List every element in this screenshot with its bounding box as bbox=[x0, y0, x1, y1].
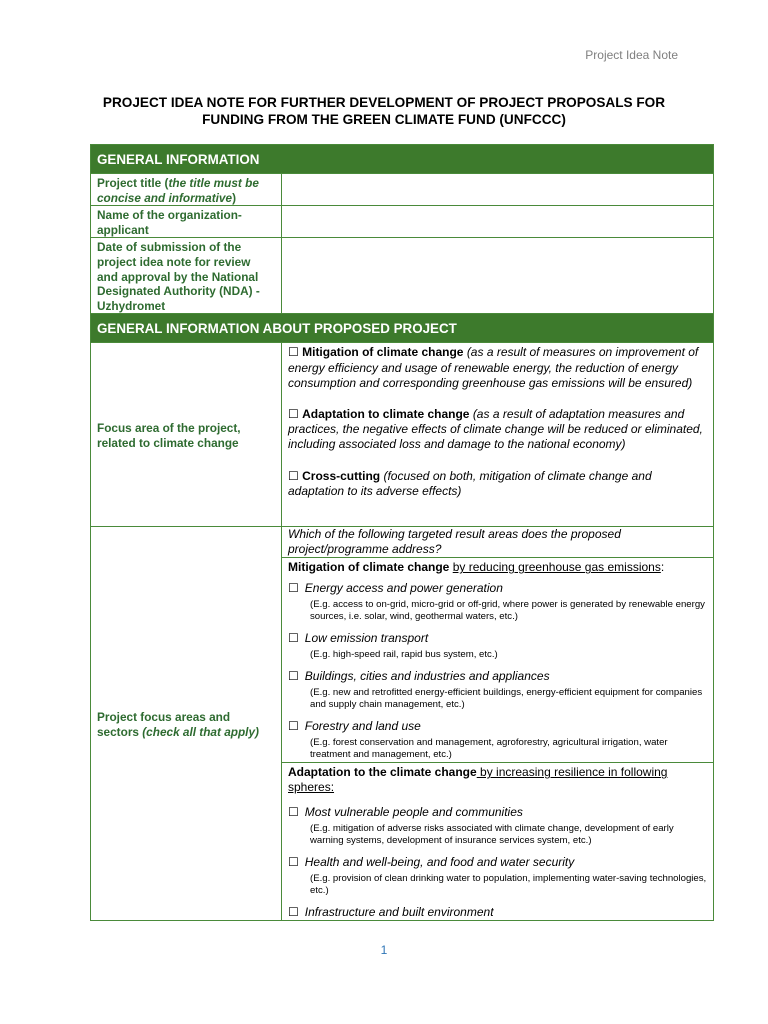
adaptation-heading: Adaptation to the climate change by increasing resilience in following spheres: bbox=[288, 765, 668, 795]
checkbox-icon[interactable]: ☐ bbox=[288, 631, 299, 646]
sector-item[interactable]: ☐ Buildings, cities and industries and appliances (E.g. new and retrofitted energy-efficient buildings, energy-efficient equipment for companies and supply chain management, etc.) bbox=[288, 669, 703, 711]
result-areas-question: Which of the following targeted result areas does the proposed project/programme address? bbox=[282, 527, 714, 558]
section-proposed-project bbox=[91, 314, 714, 343]
row-focus-area bbox=[91, 343, 714, 527]
section-general-information bbox=[91, 145, 714, 174]
section-heading: GENERAL INFORMATION bbox=[91, 145, 714, 174]
sectors-label: Project focus areas and sectors (check all that apply) bbox=[91, 527, 282, 921]
submission-date-input[interactable] bbox=[282, 238, 714, 314]
checkbox-icon[interactable]: ☐ bbox=[288, 805, 299, 820]
submission-date-label: Date of submission of the project idea note for review and approval by the National Designated Authority (NDA) - Uzhydromet bbox=[91, 238, 282, 314]
running-header: Project Idea Note bbox=[585, 48, 678, 62]
mitigation-heading: Mitigation of climate change by reducing greenhouse gas emissions: bbox=[288, 560, 665, 575]
adaptation-sectors bbox=[282, 763, 714, 921]
row-organization bbox=[91, 206, 714, 238]
project-title-label: Project title (the title must be concise and informative) bbox=[91, 174, 282, 206]
focus-option-cross-cutting[interactable]: ☐ Cross-cutting (focused on both, mitigation of climate change and adaptation to its adverse effects) bbox=[288, 468, 652, 498]
row-project-title bbox=[91, 174, 714, 206]
row-sectors-question bbox=[91, 527, 714, 558]
sector-item[interactable]: ☐ Low emission transport (E.g. high-speed rail, rapid bus system, etc.) bbox=[288, 631, 498, 661]
sector-item[interactable]: ☐ Most vulnerable people and communities (E.g. mitigation of adverse risks associated with climate change, development of early warning systems, development of insurance services system, etc.) bbox=[288, 805, 674, 847]
focus-area-label: Focus area of the project, related to climate change bbox=[91, 343, 282, 527]
focus-option-mitigation[interactable]: ☐ Mitigation of climate change (as a result of measures on improvement of energy efficiency and usage of renewable energy, the reduction of energy consumption and corresponding greenhouse gas emissions will be ensured) bbox=[288, 345, 699, 390]
organization-input[interactable] bbox=[282, 206, 714, 238]
sector-item[interactable]: ☐ Health and well-being, and food and water security (E.g. provision of clean drinking water to population, implementing water-saving technologies, etc.) bbox=[288, 855, 707, 897]
mitigation-sectors bbox=[282, 558, 714, 763]
checkbox-icon[interactable]: ☐ bbox=[288, 719, 299, 734]
sector-item[interactable]: ☐ Infrastructure and built environment bbox=[288, 905, 494, 920]
focus-option-adaptation[interactable]: ☐ Adaptation to climate change (as a result of adaptation measures and practices, the negative effects of climate change will be reduced or eliminated, including associated loss and damage to the national economy) bbox=[288, 406, 703, 452]
section-heading: GENERAL INFORMATION ABOUT PROPOSED PROJECT bbox=[91, 314, 714, 343]
project-idea-form bbox=[90, 144, 714, 921]
project-title-input[interactable] bbox=[282, 174, 714, 206]
sector-item[interactable]: ☐ Energy access and power generation (E.g. access to on-grid, micro-grid or off-grid, where power is generated by renewable energy sources, i.e. solar, wind, geothermal waters, etc.) bbox=[288, 581, 705, 623]
checkbox-icon[interactable]: ☐ bbox=[288, 855, 299, 870]
document-title: PROJECT IDEA NOTE FOR FURTHER DEVELOPMENT OF PROJECT PROPOSALS FOR FUNDING FROM THE GREEN CLIMATE FUND (UNFCCC) bbox=[102, 95, 666, 127]
checkbox-icon[interactable]: ☐ bbox=[288, 905, 299, 920]
checkbox-icon[interactable]: ☐ bbox=[288, 581, 299, 596]
organization-label: Name of the organization-applicant bbox=[91, 206, 282, 238]
sector-item[interactable]: ☐ Forestry and land use (E.g. forest conservation and management, agroforestry, agricultural irrigation, water treatment and management, etc.) bbox=[288, 719, 668, 761]
page-number: 1 bbox=[380, 943, 388, 957]
row-submission-date bbox=[91, 238, 714, 314]
checkbox-icon[interactable]: ☐ bbox=[288, 669, 299, 684]
focus-area-options bbox=[282, 343, 714, 527]
